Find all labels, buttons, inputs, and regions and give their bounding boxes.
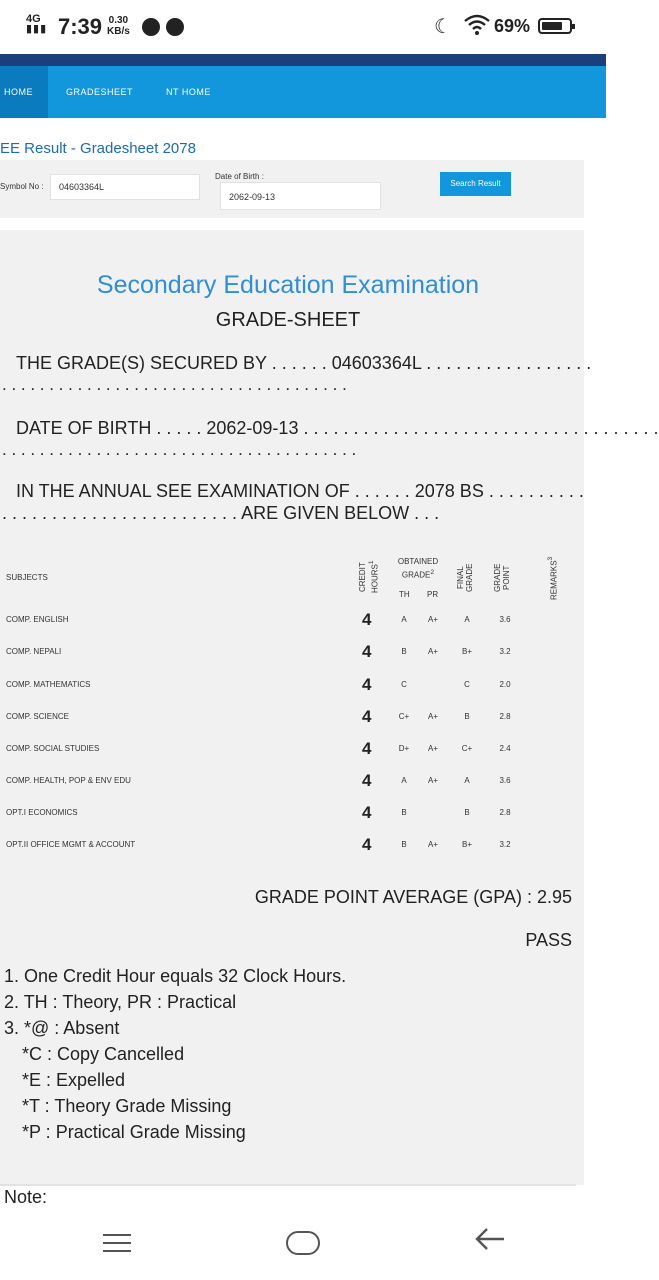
footnote-expelled: *E : Expelled <box>22 1070 126 1090</box>
grade-point: 2.4 <box>499 744 511 753</box>
nav-top-strip <box>0 54 606 66</box>
practical-grade: A+ <box>427 744 438 753</box>
exam-prefix: IN THE ANNUAL SEE EXAMINATION OF . . . . . . <box>16 481 410 501</box>
wifi-icon <box>464 14 490 42</box>
given-below-dots: . . . . . . . . . . . . . . . . . . . . . . . . <box>2 503 238 523</box>
battery-icon <box>538 18 572 34</box>
header-remarks-sup: 3 <box>547 556 554 561</box>
gpa-summary: GRADE POINT AVERAGE (GPA) : 2.95 <box>254 887 572 907</box>
gradesheet-subtitle: GRADE-SHEET <box>215 309 361 331</box>
nav-home[interactable]: HOME <box>0 66 48 118</box>
dob-label: Date of Birth : <box>215 172 264 181</box>
dob-line <box>16 418 659 439</box>
subject-name: COMP. NEPALI <box>6 647 62 656</box>
footnote-3: 3. *@ : Absent <box>4 1018 120 1038</box>
exam-line <box>16 481 584 502</box>
exam-year: 2078 BS <box>414 481 484 501</box>
grade-point: 3.6 <box>499 776 511 785</box>
credit-hours: 4 <box>362 675 372 694</box>
secured-by-line <box>16 353 591 374</box>
credit-hours: 4 <box>362 707 372 726</box>
secured-prefix: THE GRADE(S) SECURED BY . . . . . . <box>16 353 327 373</box>
network-indicator <box>26 14 47 34</box>
footnote-1: 1. One Credit Hour equals 32 Clock Hours. <box>4 966 347 986</box>
symbol-label: Symbol No : <box>0 182 44 191</box>
practical-grade: A+ <box>427 840 438 849</box>
subject-name: COMP. ENGLISH <box>6 615 69 624</box>
theory-grade: B <box>401 840 407 849</box>
practical-grade: A+ <box>427 712 438 721</box>
dob-dots-line: . . . . . . . . . . . . . . . . . . . . . . . . . . . . . . . . . . . . . . <box>2 440 357 459</box>
notification-app-icon <box>142 18 160 36</box>
search-form <box>0 160 584 218</box>
speed-unit: KB/s <box>107 26 130 37</box>
theory-grade: D+ <box>398 744 410 753</box>
credit-hours: 4 <box>362 739 372 758</box>
final-grade: B <box>464 808 470 817</box>
header-credit-sup: 1 <box>368 560 375 565</box>
home-icon[interactable] <box>286 1231 320 1255</box>
given-below-line <box>2 503 439 524</box>
menu-icon[interactable] <box>103 1232 131 1254</box>
footnote-2: 2. TH : Theory, PR : Practical <box>4 992 237 1012</box>
table-row <box>0 797 560 829</box>
nav-nt-home[interactable]: NT HOME <box>166 87 211 97</box>
credit-hours: 4 <box>362 803 372 822</box>
practical-grade <box>424 669 442 701</box>
credit-hours: 4 <box>362 610 372 629</box>
dob-input[interactable]: 2062-09-13 <box>220 182 381 210</box>
dob-suffix: . . . . . . . . . . . . . . . . . . . . . . . . . . . . . . . . . . . . <box>303 418 659 438</box>
nav-gradesheet[interactable]: GRADESHEET <box>66 87 134 97</box>
header-obtained-grade <box>396 556 440 581</box>
final-grade: A <box>464 776 470 785</box>
theory-grade: C <box>401 680 407 689</box>
signal-icon: ▮▮▮ <box>26 23 48 35</box>
given-below-text: ARE GIVEN BELOW . . . <box>241 503 440 523</box>
theory-grade: A <box>401 615 407 624</box>
header-obtained-label: OBTAINED GRADE <box>397 557 439 580</box>
header-credit-hours-label: CREDIT HOURS <box>358 562 380 594</box>
status-bar <box>0 0 606 54</box>
secured-suffix: . . . . . . . . . . . . . . . . . <box>426 353 592 373</box>
credit-hours: 4 <box>362 642 372 661</box>
theory-grade: A <box>401 776 407 785</box>
theory-grade: C+ <box>398 712 410 721</box>
final-grade: C+ <box>461 744 473 753</box>
footnote-practical-missing: *P : Practical Grade Missing <box>22 1122 246 1142</box>
table-row <box>0 765 560 797</box>
grade-point: 3.6 <box>499 615 511 624</box>
grade-point: 3.2 <box>499 840 511 849</box>
table-row <box>0 669 560 701</box>
note-label: Note: <box>4 1187 48 1207</box>
secured-dots-line: . . . . . . . . . . . . . . . . . . . . . . . . . . . . . . . . . . . . . <box>2 375 347 394</box>
header-remarks <box>546 555 558 601</box>
messenger-icon <box>166 18 184 36</box>
moon-icon: ☾ <box>434 16 452 38</box>
subject-name: COMP. HEALTH, POP & ENV EDU <box>6 776 131 785</box>
table-row <box>0 733 560 765</box>
divider <box>0 1184 576 1186</box>
header-pr: PR <box>427 590 439 599</box>
practical-grade: A+ <box>427 776 438 785</box>
final-grade: B+ <box>461 647 472 656</box>
network-label: 4G <box>26 13 41 25</box>
header-remarks-label: REMARKS <box>549 560 559 600</box>
practical-grade: A+ <box>427 615 438 624</box>
practical-grade <box>424 797 442 829</box>
network-speed <box>107 15 130 37</box>
footnote-copy-cancelled: *C : Copy Cancelled <box>22 1044 185 1064</box>
table-row <box>0 701 560 733</box>
search-result-button[interactable]: Search Result <box>440 172 511 196</box>
page-title: EE Result - Gradesheet 2078 <box>0 140 196 157</box>
dob-prefix: DATE OF BIRTH . . . . . <box>16 418 202 438</box>
result-status: PASS <box>525 930 572 950</box>
header-subjects: SUBJECTS <box>6 573 48 582</box>
footnote-theory-missing: *T : Theory Grade Missing <box>22 1096 232 1116</box>
subject-name: COMP. SCIENCE <box>6 712 69 721</box>
dob-value: 2062-09-13 <box>206 418 299 438</box>
final-grade: C <box>464 680 470 689</box>
final-grade: B <box>464 712 470 721</box>
final-grade: A <box>464 615 470 624</box>
header-th: TH <box>399 590 410 599</box>
speed-value: 0.30 <box>108 15 129 26</box>
subject-name: COMP. SOCIAL STUDIES <box>6 744 100 753</box>
table-row <box>0 829 560 861</box>
table-row <box>0 604 560 636</box>
exam-suffix: . . . . . . . . . . <box>488 481 584 501</box>
credit-hours: 4 <box>362 835 372 854</box>
main-nav <box>0 66 606 118</box>
symbol-input[interactable]: 04603364L <box>50 174 200 200</box>
back-icon[interactable] <box>474 1226 506 1260</box>
header-final-grade: FINAL GRADE <box>456 563 474 593</box>
subject-name: COMP. MATHEMATICS <box>6 680 91 689</box>
header-grade-point: GRADE POINT <box>493 563 511 593</box>
battery-percent: 69% <box>494 16 531 36</box>
grade-point: 3.2 <box>499 647 511 656</box>
final-grade: B+ <box>461 840 472 849</box>
clock: 7:39 <box>58 14 103 39</box>
theory-grade: B <box>401 808 407 817</box>
practical-grade: A+ <box>427 647 438 656</box>
credit-hours: 4 <box>362 771 372 790</box>
table-row <box>0 636 560 668</box>
header-credit-hours <box>358 557 378 597</box>
subject-name: OPT.II OFFICE MGMT & ACCOUNT <box>6 840 136 849</box>
subject-name: OPT.I ECONOMICS <box>6 808 78 817</box>
secured-symbol: 04603364L <box>331 353 422 373</box>
grade-point: 2.8 <box>499 712 511 721</box>
header-obtained-sup: 2 <box>430 569 435 576</box>
grade-point: 2.0 <box>499 680 511 689</box>
theory-grade: B <box>401 647 407 656</box>
exam-title: Secondary Education Examination <box>96 271 480 299</box>
grade-point: 2.8 <box>499 808 511 817</box>
